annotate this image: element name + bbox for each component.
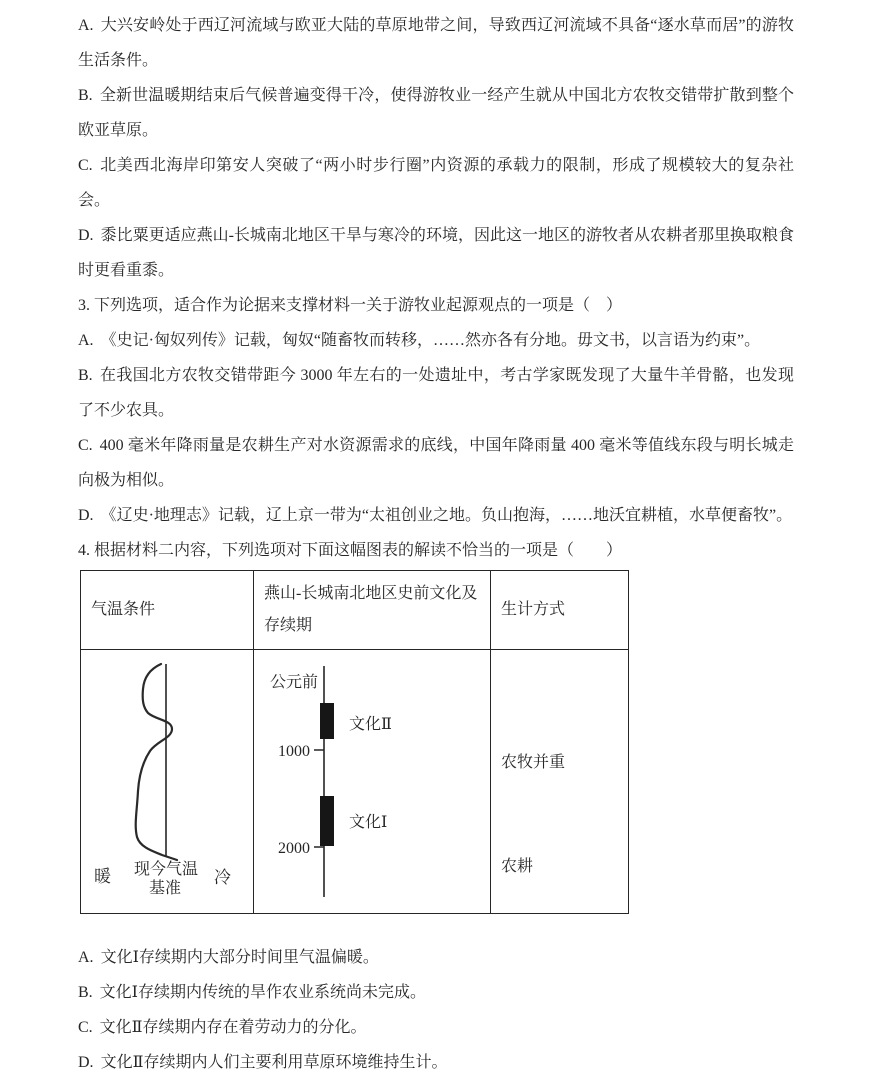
question-option-b (78, 358, 794, 428)
question-option-d (78, 218, 794, 288)
culture-2-bar (320, 703, 334, 739)
livelihood-lower-label: 农耕 (501, 858, 534, 875)
option-text: 全新世温暖期结束后气候普遍变得干冷，使得游牧业一经产生就从中国北方农牧交错带扩散到整个欧亚草原。 (78, 87, 794, 139)
question-3 (78, 288, 794, 533)
question-4 (78, 533, 794, 1080)
question-option-a (78, 8, 794, 78)
question-option-d (78, 498, 794, 533)
question-option-b (78, 975, 794, 1010)
baseline-label-line2: 基准 (148, 880, 182, 897)
question-option-a (78, 940, 794, 975)
baseline-label-line1: 现今气温 (133, 861, 199, 878)
option-text: 文化Ⅰ存续期内传统的旱作农业系统尚未完成。 (99, 984, 426, 1001)
question-option-c (78, 148, 794, 218)
question-4-options (78, 940, 794, 1080)
table-body-row (81, 650, 629, 914)
question-4-stem: 4. 根据材料二内容，下列选项对下面这幅图表的解读不恰当的一项是（ ） (78, 542, 623, 559)
livelihood-panel-cell (491, 650, 629, 914)
option-label: A. (78, 949, 94, 966)
livelihood-upper-label: 农牧并重 (501, 754, 566, 771)
header-temperature: 气温条件 (81, 571, 254, 650)
option-label: C. (78, 157, 93, 174)
culture-timeline-figure (254, 650, 488, 912)
timeline-panel-cell (254, 650, 491, 914)
culture-1-label: 文化Ⅰ (349, 814, 388, 831)
option-label: D. (78, 1054, 94, 1071)
header-livelihood: 生计方式 (491, 571, 629, 650)
option-label: A. (78, 17, 94, 34)
q4-figure-table (80, 570, 629, 914)
option-label: A. (78, 332, 94, 349)
cold-label: 冷 (214, 868, 231, 887)
question-option-d (78, 1045, 794, 1080)
question-3-stem: 3. 下列选项，适合作为论据来支撑材料一关于游牧业起源观点的一项是（ ） (78, 297, 623, 314)
option-label: C. (78, 1019, 93, 1036)
option-text: 文化Ⅱ存续期内存在着劳动力的分化。 (99, 1019, 367, 1036)
option-text: 400 毫米年降雨量是农耕生产对水资源需求的底线，中国年降雨量 400 毫米等值线东段与明长城走向极为相似。 (78, 437, 794, 489)
option-text: 在我国北方农牧交错带距今 3000 年左右的一处遗址中，考古学家既发现了大量牛羊骨骼，也发现了不少农具。 (78, 367, 794, 419)
era-label: 公元前 (270, 674, 319, 691)
question-option-a (78, 323, 794, 358)
temperature-curve (136, 664, 177, 860)
question-option-c (78, 428, 794, 498)
option-label: B. (78, 984, 93, 1001)
question-option-c (78, 1010, 794, 1045)
temperature-diagram (81, 650, 253, 913)
timeline-diagram (254, 650, 490, 913)
option-label: C. (78, 437, 93, 454)
option-text: 大兴安岭处于西辽河流域与欧亚大陆的草原地带之间，导致西辽河流域不具备“逐水草而居”的游牧生活条件。 (78, 17, 794, 69)
question-2-options (78, 8, 794, 288)
option-label: D. (78, 507, 94, 524)
option-label: B. (78, 87, 93, 104)
culture-2-label: 文化Ⅱ (349, 716, 392, 733)
question-option-b (78, 78, 794, 148)
temperature-curve-figure (81, 650, 251, 912)
culture-1-bar (320, 796, 334, 846)
option-text: 《史记·匈奴列传》记载，匈奴“随畜牧而转移，……然亦各有分地。毋文书，以言语为约束”。 (100, 332, 761, 349)
temperature-panel-cell (81, 650, 254, 914)
tick-1000-label: 1000 (278, 743, 310, 760)
warm-label: 暖 (94, 867, 111, 886)
header-cultures: 燕山-长城南北地区史前文化及存续期 (254, 571, 491, 650)
livelihood-panel (491, 650, 628, 913)
option-text: 文化Ⅰ存续期内大部分时间里气温偏暖。 (100, 949, 379, 966)
option-label: B. (78, 367, 93, 384)
option-text: 《辽史·地理志》记载，辽上京一带为“太祖创业之地。负山抱海，……地沃宜耕植，水草便畜牧”。 (100, 507, 793, 524)
tick-2000-label: 2000 (278, 840, 310, 857)
table-header-row (81, 571, 629, 650)
option-text: 文化Ⅱ存续期内人们主要利用草原环境维持生计。 (100, 1054, 448, 1071)
option-text: 黍比粟更适应燕山-长城南北地区干旱与寒冷的环境，因此这一地区的游牧者从农耕者那里换取粮食时更看重黍。 (78, 227, 794, 279)
option-label: D. (78, 227, 94, 244)
option-text: 北美西北海岸印第安人突破了“两小时步行圈”内资源的承载力的限制，形成了规模较大的复杂社会。 (78, 157, 794, 209)
